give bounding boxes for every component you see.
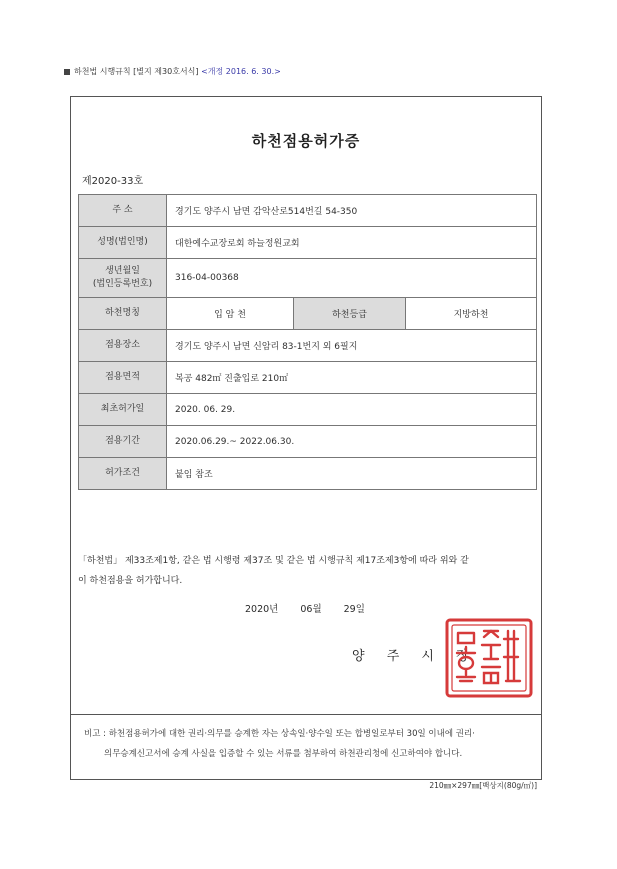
period-value: 2020.06.29.~ 2022.06.30. (167, 426, 537, 458)
table-row (79, 195, 537, 227)
statement-line-2: 이 하천점용을 허가합니다. (78, 576, 183, 586)
issue-date (245, 601, 387, 615)
conditions-label: 허가조건 (79, 458, 167, 490)
name-value: 대한예수교장로회 하늘정원교회 (167, 227, 537, 259)
area-label: 점용면적 (79, 362, 167, 394)
name-label: 성명(법인명) (79, 227, 167, 259)
note-line-2: 의무승계신고서에 승계 사실을 입증할 수 있는 서류를 첨부하여 하천관리청에 신고하여야 합니다. (104, 749, 463, 759)
river-label: 하천명칭 (79, 298, 167, 330)
birth-label-line1: 생년월일 (105, 266, 140, 276)
birth-label-line2: (법인등록번호) (92, 279, 153, 289)
document-number: 제2020-33호 (82, 176, 144, 187)
place-label: 점용장소 (79, 330, 167, 362)
table-row (79, 394, 537, 426)
river-name: 입 암 천 (167, 298, 294, 330)
birth-value: 316-04-00368 (167, 259, 537, 298)
address-value: 경기도 양주시 남면 감악산로514번길 54-350 (167, 195, 537, 227)
document-title: 하천점용허가증 (251, 132, 361, 150)
table-row (79, 362, 537, 394)
table-row (79, 426, 537, 458)
period-label: 점용기간 (79, 426, 167, 458)
place-value: 경기도 양주시 남면 신암리 83-1번지 외 6필지 (167, 330, 537, 362)
issue-year: 2020년 (245, 604, 279, 615)
official-seal-icon (444, 617, 534, 699)
revision-date: <개정 2016. 6. 30.> (201, 67, 281, 76)
river-grade: 지방하천 (406, 298, 537, 330)
table-row (79, 458, 537, 490)
river-grade-label: 하천등급 (294, 298, 406, 330)
table-row (79, 227, 537, 259)
birth-label (79, 259, 167, 298)
table-row (79, 298, 537, 330)
permit-statement (78, 551, 540, 591)
issuer-name: 양 주 시 장 (352, 649, 478, 664)
statement-line-1: 「하천법」 제33조제1항, 같은 법 시행령 제37조 및 같은 법 시행규칙 제17조제3항에 따라 위와 같 (78, 556, 469, 566)
form-reference (64, 66, 281, 77)
permit-table (78, 194, 537, 490)
first-date-label: 최초허가일 (79, 394, 167, 426)
first-date-value: 2020. 06. 29. (167, 394, 537, 426)
note-divider (70, 714, 542, 715)
note-line-1: 비고 : 하천점용허가에 대한 권리·의무를 승계한 자는 상속일·양수일 또는 합병일로부터 30일 이내에 권리· (84, 729, 475, 739)
address-label: 주 소 (79, 195, 167, 227)
area-value: 복공 482㎡ 진출입로 210㎡ (167, 362, 537, 394)
paper-spec: 210㎜×297㎜[백상지(80g/㎡)] (429, 781, 537, 790)
conditions-value: 붙임 참조 (167, 458, 537, 490)
table-row (79, 330, 537, 362)
square-bullet-icon (64, 69, 70, 75)
table-row (79, 259, 537, 298)
issue-month: 06월 (300, 604, 322, 615)
form-ref-text: 하천법 시행규칙 [별지 제30호서식] (74, 67, 199, 76)
note-block (84, 724, 536, 764)
issue-day: 29일 (343, 604, 365, 615)
